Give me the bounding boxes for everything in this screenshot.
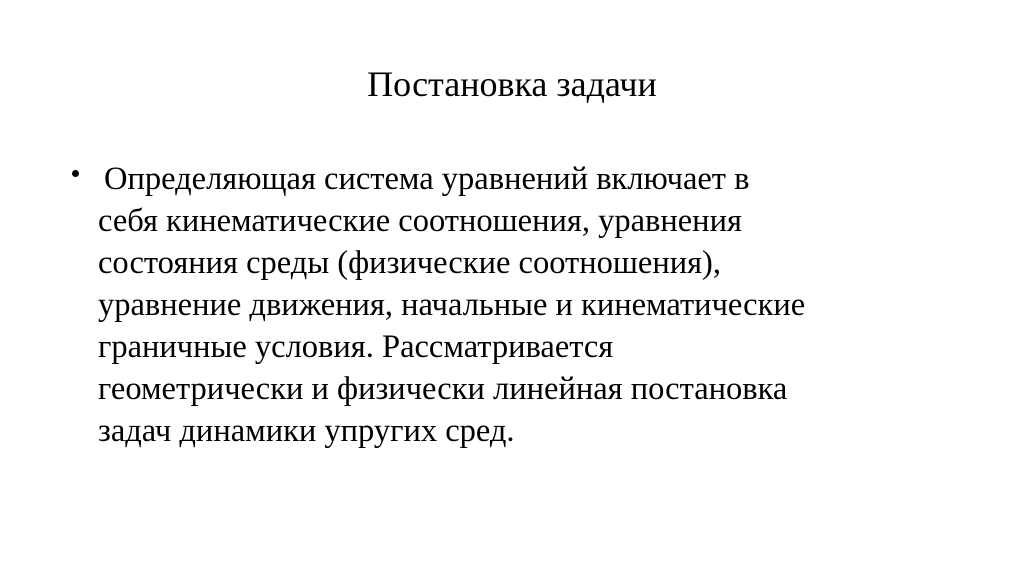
bullet-text-line: Определяющая система уравнений включает в (104, 161, 750, 197)
bullet-text-line: геометрически и физически линейная постановка (98, 371, 788, 407)
bullet-item (72, 158, 972, 452)
bullet-text-line: граничные условия. Рассматривается (98, 329, 614, 365)
bullet-list (72, 158, 972, 452)
bullet-text-line: состояния среды (физические соотношения), (98, 245, 722, 281)
bullet-text-line: себя кинематические соотношения, уравнения (98, 203, 742, 239)
bullet-text-line: уравнение движения, начальные и кинематические (98, 287, 806, 323)
bullet-text-line: задач динамики упругих сред. (98, 413, 515, 449)
slide-title: Постановка задачи (367, 64, 657, 104)
bullet-dot-icon (72, 170, 79, 177)
